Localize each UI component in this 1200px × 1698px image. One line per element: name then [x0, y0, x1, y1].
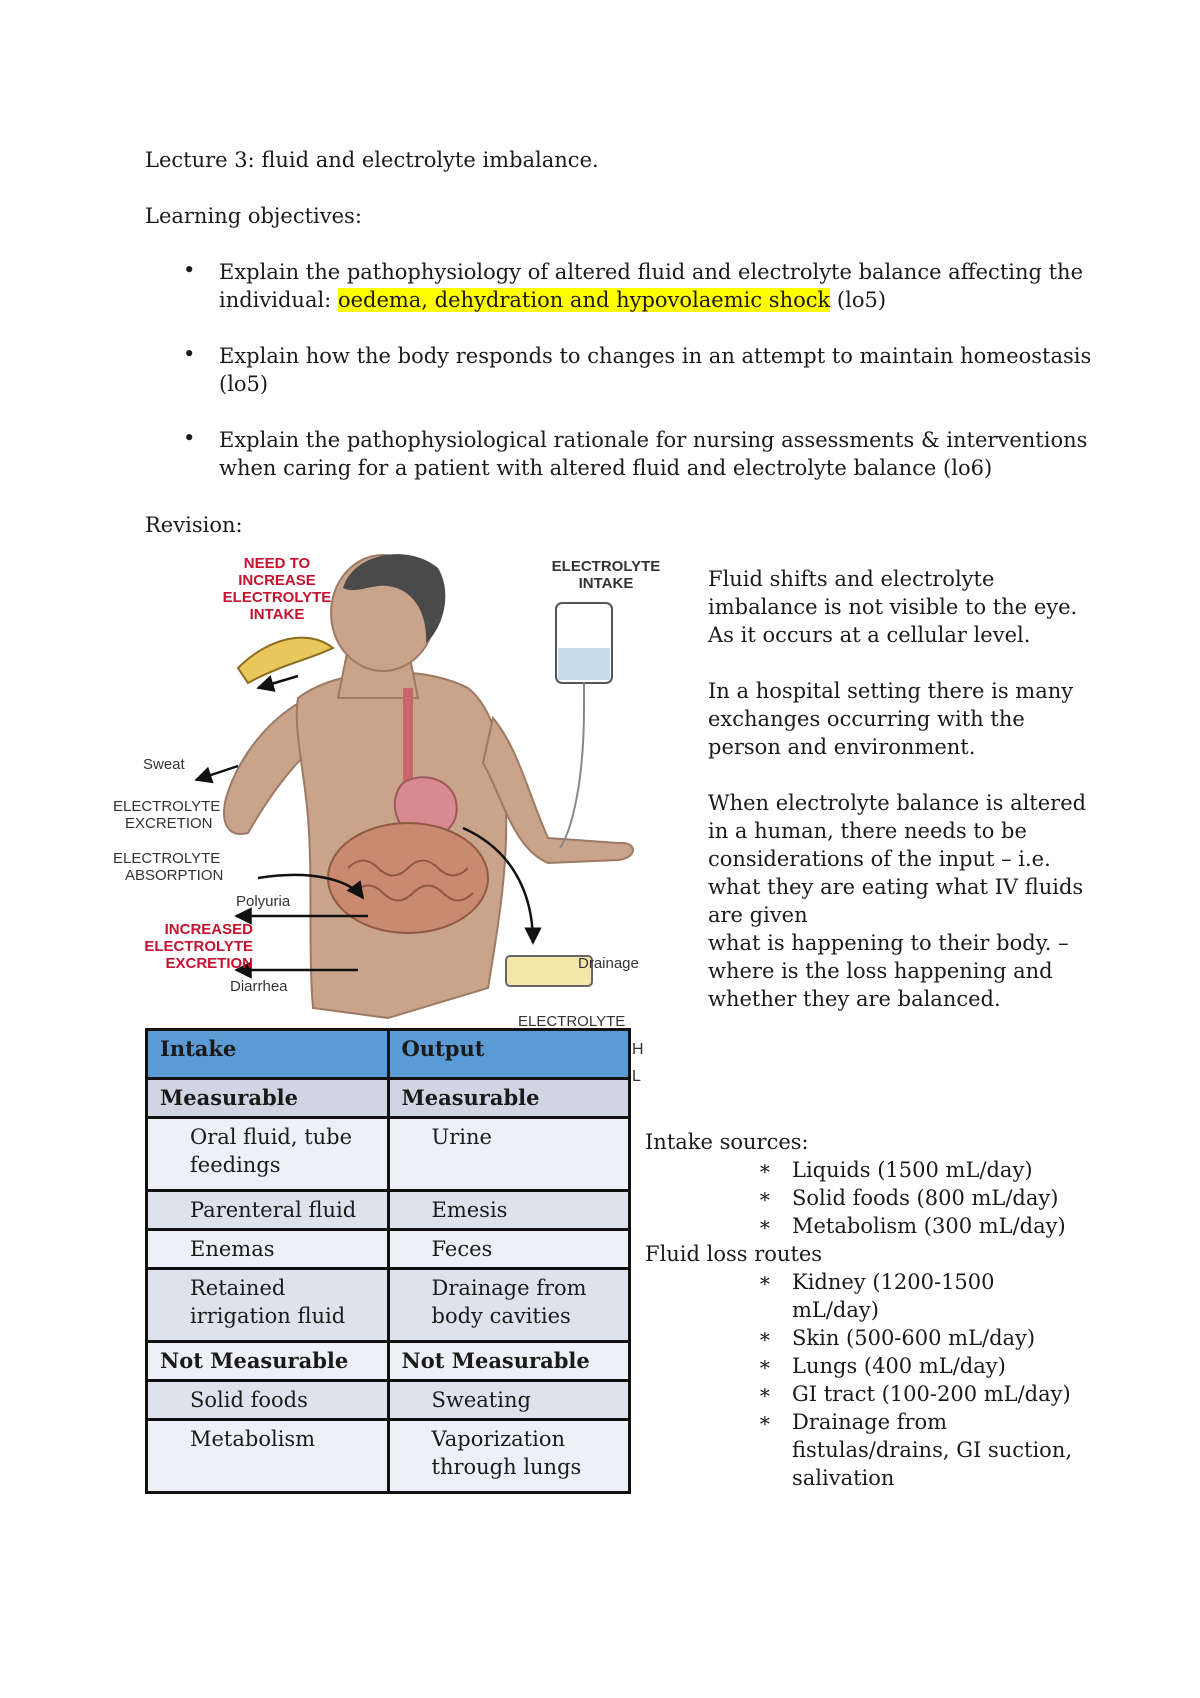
side-line: In a hospital setting there is many	[708, 679, 1074, 703]
table-cell: Retained irrigation fluid	[147, 1269, 389, 1342]
electrolyte-balance-illustration	[108, 548, 698, 1028]
increased-label-1: INCREASED	[164, 921, 253, 938]
objective-2-line-2: (lo5)	[219, 372, 269, 396]
drainage-electrolyte-label: ELECTROLYTE	[518, 1013, 626, 1028]
table-cell: Urine	[388, 1118, 630, 1191]
side-line: where is the loss happening and	[708, 959, 1053, 983]
diarrhea-label: Diarrhea	[230, 978, 288, 995]
objective-1-line-1: Explain the pathophysiology of altered fluid and electrolyte balance affecting the	[219, 260, 1084, 284]
objectives-heading: Learning objectives:	[145, 204, 362, 228]
star-icon: ∗	[758, 1268, 772, 1292]
side-line: are given	[708, 903, 808, 927]
banana	[238, 638, 333, 683]
table-row	[147, 1420, 630, 1493]
cut-letter-h: H	[632, 1041, 644, 1058]
absorption-label-2: ABSORPTION	[125, 867, 224, 884]
side-line: what they are eating what IV fluids	[708, 875, 1084, 899]
increased-label-2: ELECTROLYTE	[144, 938, 253, 955]
loss-route-item: GI tract (100-200 mL/day)	[792, 1382, 1071, 1406]
objective-3-line-2: when caring for a patient with altered fluid and electrolyte balance (lo6)	[219, 456, 993, 480]
objective-3-line-1: Explain the pathophysiological rationale for nursing assessments & interventions	[219, 428, 1088, 452]
intake-label-2: INTAKE	[578, 575, 634, 592]
measurable-row	[147, 1079, 630, 1118]
bullet-3: •	[183, 426, 196, 450]
intake-source-item: Solid foods (800 mL/day)	[792, 1186, 1059, 1210]
loss-route-item-cont: fistulas/drains, GI suction,	[792, 1438, 1073, 1462]
need-label-2: INCREASE	[238, 572, 316, 589]
table-row	[147, 1269, 630, 1342]
side-line: whether they are balanced.	[708, 987, 1001, 1011]
not-measurable-intake: Not Measurable	[147, 1342, 389, 1381]
intake-output-table	[145, 1028, 631, 1494]
table-cell: Metabolism	[147, 1420, 389, 1493]
loss-route-item: Kidney (1200-1500	[792, 1270, 995, 1294]
need-label-1: NEED TO	[243, 555, 311, 572]
revision-heading: Revision:	[145, 513, 243, 537]
side-line: As it occurs at a cellular level.	[708, 623, 1031, 647]
star-icon: ∗	[758, 1184, 772, 1208]
loss-route-item-cont: salivation	[792, 1466, 895, 1490]
side-line: in a human, there needs to be	[708, 819, 1027, 843]
polyuria-label: Polyuria	[236, 893, 291, 910]
star-icon: ∗	[758, 1212, 772, 1236]
bullet-1: •	[183, 258, 196, 282]
side-explanation	[708, 565, 1086, 1013]
drainage-label: Drainage	[578, 955, 639, 972]
side-line: considerations of the input – i.e.	[708, 847, 1051, 871]
excretion-label-2: EXCRETION	[125, 815, 213, 832]
iv-line	[560, 683, 584, 848]
table-cell: Emesis	[388, 1191, 630, 1230]
side-line: exchanges occurring with the	[708, 707, 1025, 731]
side-line: what is happening to their body. –	[708, 931, 1069, 955]
side-line: When electrolyte balance is altered	[708, 791, 1087, 815]
table-row	[147, 1230, 630, 1269]
intake-label-1: ELECTROLYTE	[551, 558, 661, 575]
need-label-4: INTAKE	[249, 606, 305, 623]
table-row	[147, 1118, 630, 1191]
intake-source-item: Liquids (1500 mL/day)	[792, 1158, 1033, 1182]
table-cell: Feces	[388, 1230, 630, 1269]
side-line	[708, 649, 1086, 677]
highlighted-topics: oedema, dehydration and hypovolaemic shock	[337, 288, 831, 312]
measurable-output: Measurable	[388, 1079, 630, 1118]
objective-1-line-2: individual: oedema, dehydration and hypovolaemic shock (lo5)	[219, 288, 887, 312]
bullet-2: •	[183, 342, 196, 366]
loss-route-item: Drainage from	[792, 1410, 948, 1434]
star-icon: ∗	[758, 1156, 772, 1180]
sweat-label: Sweat	[143, 756, 185, 773]
table-cell: Solid foods	[147, 1381, 389, 1420]
loss-route-item: Skin (500-600 mL/day)	[792, 1326, 1036, 1350]
star-icon: ∗	[758, 1324, 772, 1348]
table-cell: Oral fluid, tube feedings	[147, 1118, 389, 1191]
side-line: person and environment.	[708, 735, 976, 759]
header-intake: Intake	[147, 1030, 389, 1079]
loss-route-item: Lungs (400 mL/day)	[792, 1354, 1006, 1378]
star-icon: ∗	[758, 1352, 772, 1376]
table-row	[147, 1191, 630, 1230]
table-header-row	[147, 1030, 630, 1079]
table-cell: Vaporization through lungs	[388, 1420, 630, 1493]
intake-source-item: Metabolism (300 mL/day)	[792, 1214, 1066, 1238]
cut-letter-l: L	[632, 1068, 641, 1085]
need-label-3: ELECTROLYTE	[222, 589, 332, 606]
side-line	[708, 761, 1086, 789]
star-icon: ∗	[758, 1408, 772, 1432]
excretion-label-1: ELECTROLYTE	[113, 798, 221, 815]
absorption-label-1: ELECTROLYTE	[113, 850, 221, 867]
side-line: Fluid shifts and electrolyte	[708, 567, 995, 591]
loss-route-item-cont: mL/day)	[792, 1298, 879, 1322]
not-measurable-row	[147, 1342, 630, 1381]
intake-sources-heading: Intake sources:	[645, 1130, 809, 1154]
not-measurable-output: Not Measurable	[388, 1342, 630, 1381]
table-cell: Sweating	[388, 1381, 630, 1420]
table-cell: Enemas	[147, 1230, 389, 1269]
table-cell: Drainage from body cavities	[388, 1269, 630, 1342]
star-icon: ∗	[758, 1380, 772, 1404]
measurable-intake: Measurable	[147, 1079, 389, 1118]
loss-routes-heading: Fluid loss routes	[645, 1242, 823, 1266]
header-output: Output	[388, 1030, 630, 1079]
side-line: imbalance is not visible to the eye.	[708, 595, 1078, 619]
table-cell: Parenteral fluid	[147, 1191, 389, 1230]
page-title: Lecture 3: fluid and electrolyte imbalance.	[145, 148, 599, 172]
table-row	[147, 1381, 630, 1420]
objective-2-line-1: Explain how the body responds to changes in an attempt to maintain homeostasis	[219, 344, 1092, 368]
increased-label-3: EXCRETION	[165, 955, 253, 972]
